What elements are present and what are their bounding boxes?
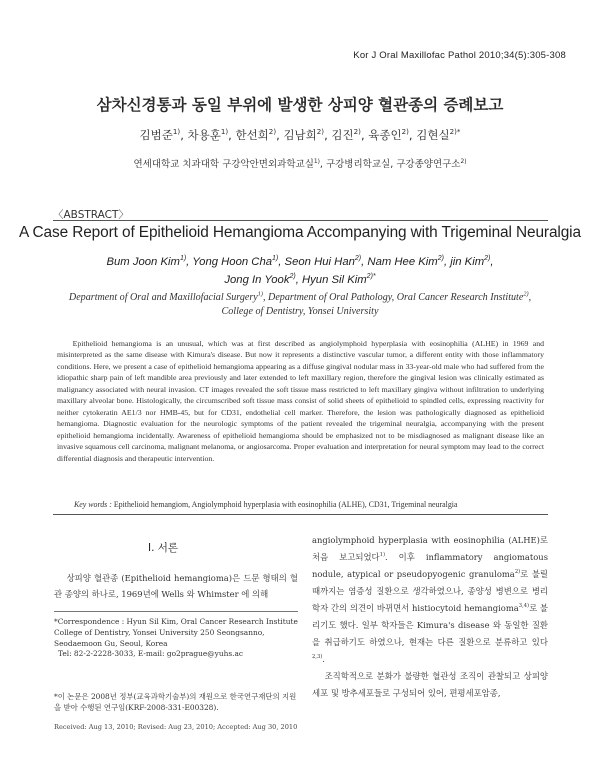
korean-author: 김현실$^{2)*}$ <box>416 127 461 142</box>
introduction-right-column <box>312 532 548 702</box>
korean-author-list: 김범준$^{1)}$, 차용훈$^{1)}$, 한선희$^{2)}$, 김남희$^{2)}$, 김진$^{2)}$, 육종인$^{2)}$, 김현실$^{2)*}$ <box>139 127 461 142</box>
body-paragraph: angiolymphoid hyperplasia with eosinophilia (ALHE)로 처음 보고되었다$^{1)}$. 이후 inflammatory angiomatous nodule, atypical or pseudopyogenic granuloma$^{2)}$로 불릴 때까지는 염증성 질환으로 생각하였으나, 종양성 병변으로 병리학자 간의 의견이 바뀌면서 histiocytoid hemangioma$^{3,4)}$로 불리기도 했다. 일부 학자들은 Kimura's disease 와 동일한 질환을 취급하기도 하였으나, 현재는 다른 질환으로 분류하고 있다$^{2,3)}$. <box>312 535 548 664</box>
english-author-list: Bum Joon Kim$^{1)}$, Yong Hoon Cha$^{1)}$, Seon Hui Han$^{2)}$, Nam Hee Kim$^{2)}$, jin Kim$^{2)}$, Jong In Yook$^{2)}$, Hyun Sil Kim$^{2)*}$ <box>106 255 494 286</box>
body-paragraph: 조직학적으로 분화가 불량한 혈관성 조직이 관찰되고 상피양 세포 및 방추세포들로 구성되어 있어, 편평세포암종, <box>312 671 548 698</box>
english-affiliation: Department of Oral and Maxillofacial Surgery$^{1)}$, Department of Oral Pathology, Oral Cancer Research Institute$^{2)}$, College of Dentistry, Yonsei University <box>68 290 532 317</box>
korean-author: 한선희$^{2)}$ <box>235 127 277 142</box>
english-author: jin Kim$^{2)}$ <box>450 255 491 268</box>
section-heading-introduction: I. 서론 <box>148 542 179 554</box>
abstract-label: 〈ABSTRACT〉 <box>53 209 129 221</box>
keywords <box>74 500 544 509</box>
english-author: Jong In Yook$^{2)}$ <box>224 273 296 286</box>
received-dates: Received: Aug 13, 2010; Revised: Aug 23, 2010; Accepted: Aug 30, 2010 <box>54 723 298 731</box>
korean-author: 차용훈$^{1)}$ <box>187 127 229 142</box>
grant-footnote: *이 논문은 2008년 정부(교육과학기술부)의 재원으로 한국연구재단의 지원을 받아 수행된 연구임(KRF-2008-331-E00328). <box>54 692 297 712</box>
keywords-label: Key words : <box>74 500 112 509</box>
korean-title: 삼차신경통과 동일 부위에 발생한 상피양 혈관종의 증례보고 <box>96 96 504 114</box>
footnote-divider <box>54 611 298 612</box>
english-author: Bum Joon Kim$^{1)}$ <box>106 255 187 268</box>
english-title: A Case Report of Epithelioid Hemangioma Accompanying with Trigeminal Neuralgia <box>19 224 581 241</box>
english-author: Seon Hui Han$^{2)}$ <box>284 255 362 268</box>
korean-author: 김범준$^{1)}$ <box>139 127 181 142</box>
korean-affiliation: 연세대학교 치과대학 구강악안면외과학교실$^{1)}$, 구강병리학교실, 구강종양연구소$^{2)}$ <box>133 158 467 170</box>
english-author: Nam Hee Kim$^{2)}$ <box>367 255 444 268</box>
introduction-paragraph: 상피양 혈관종 (Epithelioid hemangioma)은 드문 형태의 혈관 종양의 하나로, 1969년에 Wells 와 Whimster 에 의해 <box>54 573 298 599</box>
abstract-bottom-divider <box>53 514 548 515</box>
abstract-body: Epithelioid hemangioma is an unusual, which was at first described as angiolymphoid hyperplasia with eosinophilia (ALHE) in 1969 and misinterpreted as the same disease with Kimura's disease. But now it represents a distinctive vascular tumor, a different entity with those inflammatory conditions. Here, we present a case of epithelioid hemangioma appearing as a diffuse gingival nodular mass in 33-year-old male who had suffered from the idiopathic sharp pain of left mandible area previously and later extended to left maxillary region, therefore the gingival lesion was clinically estimated as malignancy associated with neural invasion. CT images revealed the soft tissue mass restricted to left maxillary gingiva without infiltration to underlying maxillary alveolar bone. Histologically, the circumscribed soft tissue mass consist of solid sheets of epithelioid to spindled cells, expressing reactivity for neither cytokeratin AE1/3 nor HMB-45, but for CD31, endothelial cell marker. Therefore, the lesion was pathologically diagnosed as epithelioid hemangioma. Diagnostic evaluation for the neurologic symptoms of the patient revealed the trigeminal neuralgia, accompanying with the present epithelioid hemangioma incidentally. Awareness of epithelioid hemangioma should be emphasized not to be misdiagnosed as malignant disease like an invasive squamous cell carcinoma, malignant melanoma, or angiosarcoma. Proper evaluation and interpretation for neural symptom may lead to the correct differential diagnosis and therapeutic intervention. <box>57 339 544 463</box>
abstract-top-divider <box>53 220 548 221</box>
correspondence-footnote: *Correspondence : Hyun Sil Kim, Oral Cancer Research Institute College of Dentistry, Yonsei University 250 Seongsanno, Seodaemoon Gu, Seoul, Korea Tel: 82-2-2228-3033, E-mail: go2prague@yuhs.ac <box>54 617 298 659</box>
korean-author: 김남희$^{2)}$ <box>283 127 325 142</box>
keywords-list: Epithelioid hemangiom, Angiolymphoid hyperplasia with eosinophilia (ALHE), CD31, Trigeminal neuralgia <box>113 500 458 509</box>
english-author: Hyun Sil Kim$^{2)*}$ <box>302 273 376 286</box>
korean-author: 김진$^{2)}$ <box>331 127 361 142</box>
korean-author: 육종인$^{2)}$ <box>368 127 409 142</box>
english-author: Yong Hoon Cha$^{1)}$ <box>192 255 279 268</box>
journal-reference: Kor J Oral Maxillofac Pathol 2010;34(5):305-308 <box>353 50 566 61</box>
